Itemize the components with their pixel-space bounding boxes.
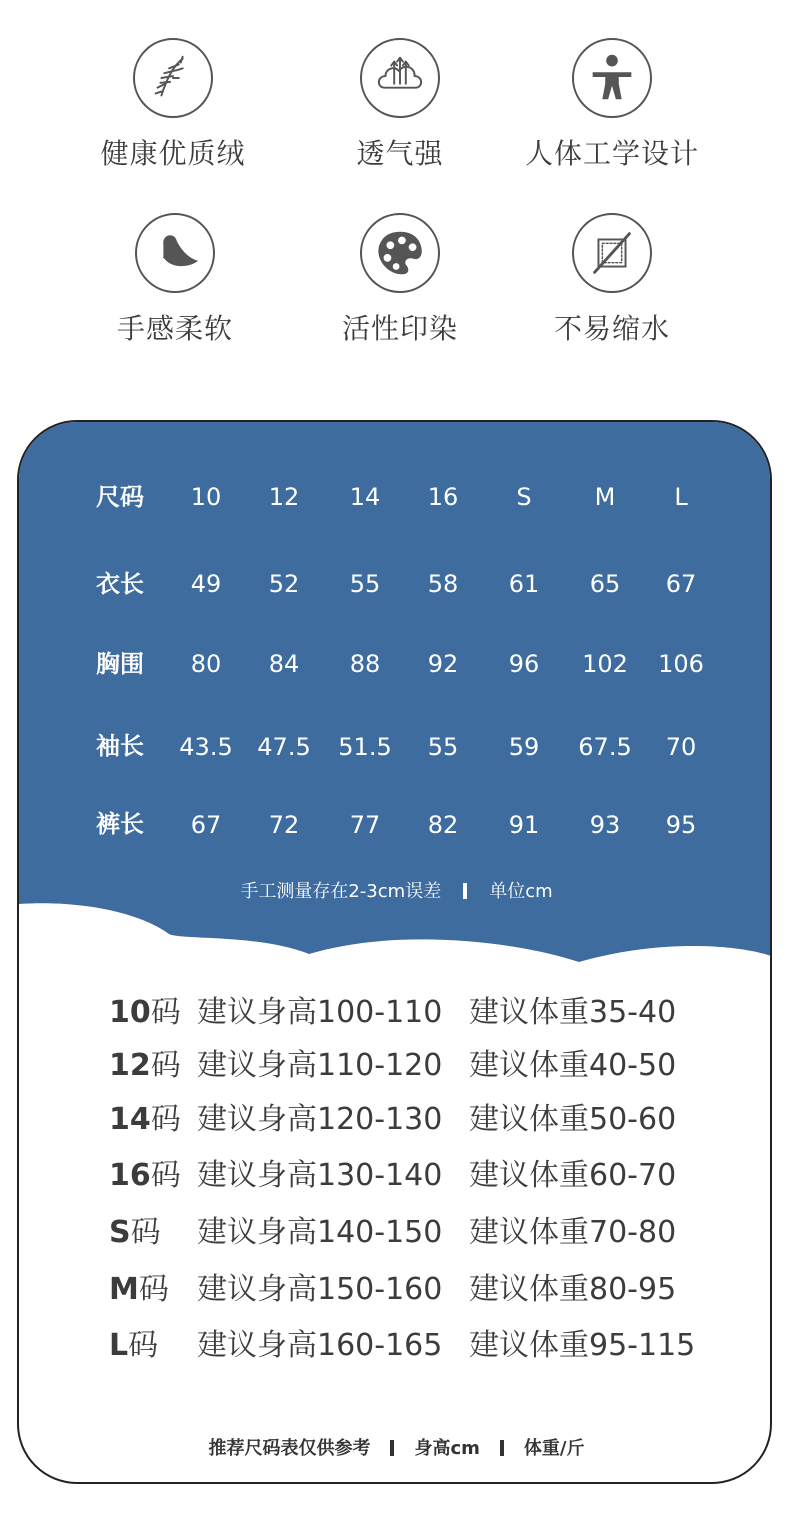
rec-height: 建议身高110-120 (197, 1048, 443, 1083)
recommendation-row (109, 1264, 677, 1307)
rec-size-suffix: 码 (138, 1272, 169, 1307)
table-cell: 67.5 (578, 733, 632, 761)
rec-weight: 建议体重60-70 (469, 1158, 677, 1193)
rec-size-suffix: 码 (150, 1048, 181, 1083)
table-cell: 67 (190, 811, 222, 839)
feather-icon (133, 38, 213, 118)
recommendation-row (109, 1150, 677, 1193)
feature-healthy-down (58, 38, 288, 172)
rec-height: 建议身高140-150 (197, 1215, 443, 1250)
table-cell: 61 (508, 570, 540, 598)
table-cell: 106 (658, 650, 704, 678)
separator-bar (500, 1440, 504, 1456)
unit-note: 单位cm (489, 881, 553, 902)
size-table (19, 422, 772, 922)
rec-size-value: L (109, 1328, 129, 1363)
size-header-cell: S (516, 483, 532, 511)
breathable-cloud-icon (360, 38, 440, 118)
size-chart-card (17, 420, 772, 1484)
rec-size-suffix: 码 (150, 1158, 181, 1193)
rec-weight: 建议体重35-40 (469, 995, 677, 1030)
recommendation-row (109, 1094, 677, 1137)
feature-label: 不易缩水 (553, 312, 670, 345)
rec-size (109, 987, 197, 1031)
feature-label: 活性印染 (341, 312, 458, 345)
table-cell: 70 (665, 733, 697, 761)
rec-size-value: 12 (109, 1048, 151, 1083)
row-label-sleeve: 袖长 (96, 732, 144, 760)
rec-height: 建议身高150-160 (197, 1272, 443, 1307)
rec-size (109, 1207, 197, 1251)
rec-size-value: 14 (109, 1102, 151, 1137)
rec-size (109, 1150, 197, 1194)
no-shrink-icon (572, 213, 652, 293)
table-cell: 43.5 (179, 733, 233, 761)
soft-touch-icon (135, 213, 215, 293)
recommendation-row (109, 1040, 677, 1083)
size-header-cell: M (594, 483, 616, 511)
rec-size-suffix: 码 (150, 1102, 181, 1137)
rec-size-value: 16 (109, 1158, 151, 1193)
recommendation-row (109, 1320, 696, 1363)
table-cell: 59 (508, 733, 540, 761)
paint-palette-icon (360, 213, 440, 293)
feature-label: 透气强 (356, 137, 444, 170)
table-cell: 84 (268, 650, 300, 678)
rec-height: 建议身高130-140 (197, 1158, 443, 1193)
rec-size-value: S (109, 1215, 131, 1250)
table-cell: 58 (427, 570, 459, 598)
table-cell: 52 (268, 570, 300, 598)
feature-soft-touch (60, 213, 290, 347)
feature-breathable (285, 38, 515, 172)
separator-bar (463, 883, 467, 899)
separator-bar (390, 1440, 394, 1456)
table-cell: 47.5 (257, 733, 311, 761)
rec-weight: 建议体重40-50 (469, 1048, 677, 1083)
reference-note (19, 1434, 772, 1460)
row-label-length: 衣长 (96, 570, 144, 598)
table-cell: 82 (427, 811, 459, 839)
table-cell: 93 (589, 811, 621, 839)
rec-height: 建议身高100-110 (197, 995, 443, 1030)
table-cell: 92 (427, 650, 459, 678)
rec-size-value: M (109, 1272, 139, 1307)
size-header-cell: 12 (268, 483, 300, 511)
table-cell: 80 (190, 650, 222, 678)
rec-height: 建议身高120-130 (197, 1102, 443, 1137)
row-label-chest: 胸围 (96, 650, 144, 678)
rec-size-value: 10 (109, 995, 151, 1030)
size-header-cell: L (674, 483, 688, 511)
size-header-cell: 16 (427, 483, 459, 511)
table-cell: 51.5 (338, 733, 392, 761)
measurement-error-note: 手工测量存在2-3cm误差 (240, 881, 442, 902)
recommendation-row (109, 1207, 677, 1250)
rec-weight: 建议体重80-95 (469, 1272, 677, 1307)
rec-size (109, 1040, 197, 1084)
table-cell: 96 (508, 650, 540, 678)
rec-weight: 建议体重70-80 (469, 1215, 677, 1250)
table-cell: 88 (349, 650, 381, 678)
recommendation-row (109, 987, 677, 1030)
reference-note-text: 推荐尺码表仅供参考 (208, 1438, 371, 1459)
size-header-cell: 14 (349, 483, 381, 511)
table-cell: 77 (349, 811, 381, 839)
feature-grid (0, 0, 790, 400)
table-cell: 65 (589, 570, 621, 598)
table-cell: 55 (427, 733, 459, 761)
rec-size-suffix: 码 (128, 1328, 159, 1363)
human-figure-icon (572, 38, 652, 118)
rec-weight: 建议体重95-115 (469, 1328, 696, 1363)
rec-weight: 建议体重50-60 (469, 1102, 677, 1137)
feature-label: 健康优质绒 (100, 137, 246, 170)
feature-reactive-dye (285, 213, 515, 347)
size-header-label: 尺码 (96, 483, 144, 511)
measurement-note (19, 877, 772, 903)
rec-size-suffix: 码 (130, 1215, 161, 1250)
feature-label: 人体工学设计 (524, 137, 699, 170)
feature-label: 手感柔软 (116, 312, 233, 345)
table-cell: 67 (665, 570, 697, 598)
feature-no-shrink (497, 213, 727, 347)
table-cell: 49 (190, 570, 222, 598)
table-cell: 55 (349, 570, 381, 598)
weight-unit-note: 体重/斤 (523, 1438, 585, 1459)
rec-size-suffix: 码 (150, 995, 181, 1030)
rec-size (109, 1094, 197, 1138)
height-unit-note: 身高cm (414, 1438, 480, 1459)
rec-size (109, 1264, 197, 1308)
row-label-pants: 裤长 (96, 810, 144, 838)
size-header-cell: 10 (190, 483, 222, 511)
table-cell: 95 (665, 811, 697, 839)
table-cell: 102 (582, 650, 628, 678)
table-cell: 72 (268, 811, 300, 839)
rec-height: 建议身高160-165 (197, 1328, 443, 1363)
table-cell: 91 (508, 811, 540, 839)
feature-ergonomic (497, 38, 727, 172)
rec-size (109, 1320, 197, 1364)
